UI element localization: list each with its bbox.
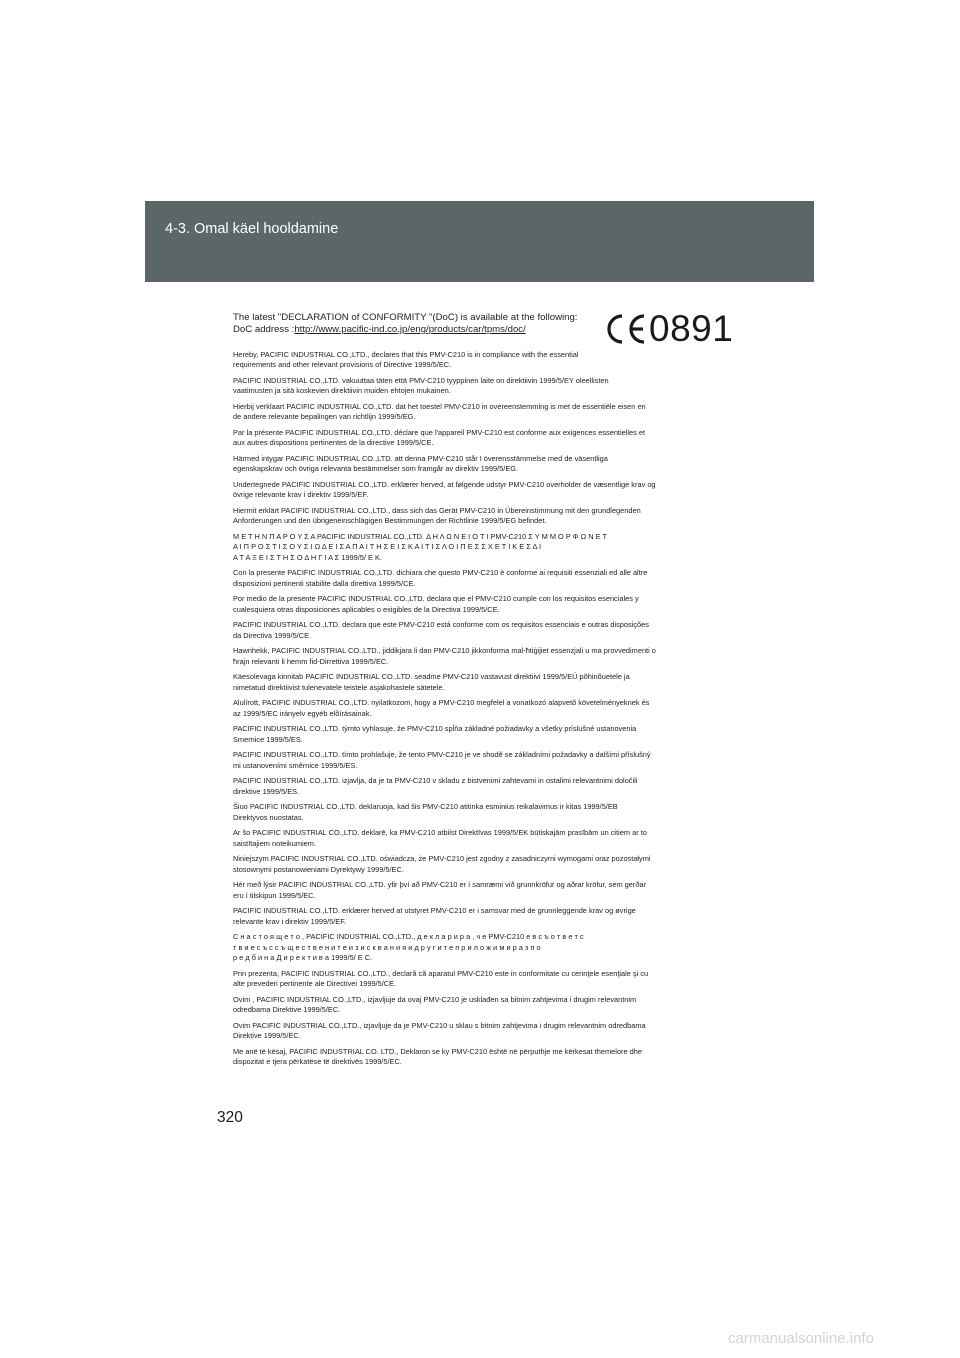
declaration-paragraph: Alulírott, PACIFIC INDUSTRIAL CO.,LTD. nyilatkozom, hogy a PMV-C210 megfelel a vonatkozó alapvetõ követelményeknek és az 1999/5/EC irányelv egyéb elõírásainak. (233, 698, 650, 718)
declaration-paragraph: PACIFIC INDUSTRIAL CO.,LTD. vakuuttaa täten että PMV-C210 tyyppinen laite on direktiivin 1999/5/EY oleellisten vaatimusten ja sitä koskevien direktiivin muiden ehtojen mukainen. (233, 376, 609, 396)
declaration-list (233, 350, 733, 1073)
ce-mark (604, 310, 733, 348)
declaration-paragraph: Hiermit erklärt PACIFIC INDUSTRIAL CO.,LTD., dass sich das Gerät PMV-C210 in Übereinstimmung mit den grundlegenden Anforderungen und den übrigeneinschlägigen Bestimmungen der Richtlinie 1999/5/EG befindet. (233, 506, 641, 526)
declaration-paragraph: С н а с т о я щ е т о , PACIFIC INDUSTRIAL CO.,LTD., д е к л а р и р а , ч е PMV-C210 е в с ъ о т в е т с т в и е с ъ с с ъ щ е с т в е н и т е и з и с к в а н и я и д р у г и т е п р и л о ж и м и р а з п о р е д б и н а Д и р е к т и в а 1999/5/ Е С. (233, 932, 584, 963)
declaration-paragraph: PACIFIC INDUSTRIAL CO.,LTD. declara que este PMV-C210 está conforme com os requisitos essenciais e outras disposições da Directiva 1999/5/CE. (233, 620, 649, 640)
declaration-paragraph: Ovim PACIFIC INDUSTRIAL CO.,LTD., izjavljuje da je PMV-C210 u sklau s bitnim zahtjevima i drugim relevantnim odredbama Direktive 1999/5/EC. (233, 1020, 646, 1041)
section-title: 4-3. Omal käel hooldamine (165, 221, 339, 237)
declaration-paragraph: PACIFIC INDUSTRIAL CO.,LTD. tímto prohlašuje, že tento PMV-C210 je ve shodě se základními požadavky a dalšími příslušný mi ustanoveními směrnice 1999/5/ES. (233, 750, 651, 770)
declaration-paragraph: Undertegnede PACIFIC INDUSTRIAL CO.,LTD. erklærer herved, at følgende udstyr PMV-C210 overholder de væsentlige krav og övrige relevante krav i direktiv 1999/5/EF. (233, 480, 656, 500)
doc-address-link[interactable]: http://www.pacific-ind.co.jp/eng/products/car/tpms/doc/ (294, 324, 526, 335)
page-number: 320 (217, 1109, 243, 1126)
declaration-paragraph: Por medio de la presente PACIFIC INDUSTRIAL CO.,LTD. declara que el PMV-C210 cumple con los requisitos esenciales y cualesquiera otras disposiciones aplicables o exigibles de la Directiva 1999/5/CE. (233, 594, 639, 614)
declaration-paragraph: Par la présente PACIFIC INDUSTRIAL CO.,LTD. déclare que l'appareil PMV-C210 est conforme aux exigences essentielles et aux autres dispositions pertinentes de la directive 1999/5/CE. (233, 428, 646, 448)
declaration-paragraph: Härmed intygar PACIFIC INDUSTRIAL CO.,LTD. att denna PMV-C210 står I överensstämmelse med de väsentliga egenskapskrav och övriga relevanta bestämmelser som framgår av direktiv 1999/5/EG. (233, 454, 608, 474)
doc-address-label: DoC address : (233, 324, 295, 335)
declaration-paragraph: Hereby, PACIFIC INDUSTRIAL CO.,LTD., declares that this PMV-C210 is in compliance with the essential requirements and other relevant provisions of Directive 1999/5/EC. (233, 350, 579, 370)
declaration-paragraph: PACIFIC INDUSTRIAL CO.,LTD. týmto vyhlasuje, že PMV-C210 spĺňa základné požiadavky a všetky príslušné ustanovenia Smernice 1999/5/ES. (233, 724, 637, 744)
declaration-paragraph: Ar šo PACIFIC INDUSTRIAL CO.,LTD. deklarē, ka PMV-C210 atbilst Direktīvas 1999/5/EK būtiskajām prasībām un citiem ar to saistītajiem noteikumiem. (233, 828, 647, 848)
declaration-paragraph: Hér með lýsir PACIFIC INDUSTRIAL CO.,LTD. yfir því að PMV-C210 er í samræmi við grunnkröfur og aðrar kröfur, sem gerðar eru í tilskipun 1999/5/EC. (233, 880, 647, 900)
declaration-paragraph: Prin prezenta, PACIFIC INDUSTRIAL CO.,LTD., declară că aparatul PMV-C210 este in conformitate cu cerinţele esenţiale şi cu alte prevederi pertinente ale Directivei 1999/5/CE. (233, 968, 649, 989)
declaration-paragraph: Hawnhekk, PACIFIC INDUSTRIAL CO.,LTD., jiddikjara li dan PMV-C210 jikkonforma mal-ħtiġijiet essenzjali u ma provvedimenti o ħrajn relevanti li hemm fid-Dirrettiva 1999/5/EC. (233, 646, 656, 666)
declaration-paragraph: PACIFIC INDUSTRIAL CO.,LTD. erklærer herved at utstyret PMV-C210 er i samsvar med de grunnleggende krav og øvrige relevante krav i direktiv 1999/5/EF. (233, 906, 636, 926)
watermark: carmanualsonline.info (728, 1330, 874, 1347)
declaration-paragraph: Niniejszym PACIFIC INDUSTRIAL CO.,LTD. oświadcza, że PMV-C210 jest zgodny z zasadniczymi wymogami oraz pozostałymi stosownymi postanowieniami Dyrektywy 1999/5/EC. (233, 854, 651, 874)
declaration-paragraph: Me anë të kësaj, PACIFIC INDUSTRIAL CO. LTD., Deklaron se ky PMV-C210 është në përputhje me kërkesat themelore dhe dispozitat e tjera përkatëse të direktivës 1999/5/EC. (233, 1046, 642, 1067)
declaration-paragraph: Μ Ε Τ Η Ν Π Α Ρ Ο Υ Σ Α PACIFIC INDUSTRIAL CO.,LTD. Δ Η Λ Ω Ν Ε Ι Ο Τ Ι PMV-C210 Σ Υ Μ Μ Ο Ρ Φ Ω Ν Ε Τ Α Ι Π Ρ Ο Σ Τ Ι Σ Ο Υ Σ Ι Ω Δ Ε Ι Σ Α Π Α Ι Τ Η Σ Ε Ι Σ Κ Α Ι Τ Ι Σ Λ Ο Ι Π Ε Σ Σ Χ Ε Τ Ι Κ Ε Σ Δ Ι Α Τ Α Ξ Ε Ι Σ Τ Η Σ Ο Δ Η Γ Ι Α Σ 1999/5/ Ε Κ. (233, 532, 607, 562)
section-header-band (145, 201, 814, 282)
declaration-paragraph: Con la presente PACIFIC INDUSTRIAL CO.,LTD. dichiara che questo PMV-C210 è conforme ai requisiti essenziali ed alle altre disposizioni pertinenti stabilite dalla direttiva 1999/5/CE. (233, 568, 648, 588)
doc-notice-line: The latest "DECLARATION of CONFORMITY "(DoC) is available at the following: (233, 312, 578, 323)
declaration-paragraph: Käesolevaga kinnitab PACIFIC INDUSTRIAL CO.,LTD. seadme PMV-C210 vastavust direktiivi 1999/5/EÜ põhinõuetele ja nimetatud direktiivist tulenevatele teistele asjakohastele sätetele. (233, 672, 630, 692)
declaration-paragraph: Šiuo PACIFIC INDUSTRIAL CO.,LTD. deklaruoja, kad šis PMV-C210 atitinka esminius reikalavimus ir kitas 1999/5/EB Direktyvos nuostatas. (233, 802, 618, 822)
ce-mark-icon (604, 312, 648, 346)
declaration-paragraph: PACIFIC INDUSTRIAL CO.,LTD. izjavlja, da je ta PMV-C210 v skladu z bistvenimi zahtevami in ostalimi relevantnimi določili direktive 1999/5/ES. (233, 776, 638, 796)
notified-body-number: 0891 (649, 308, 734, 349)
declaration-paragraph: Ovim , PACIFIC INDUSTRIAL CO.,LTD., izjavljuje da ovaj PMV-C210 je usklađen sa bitnim zahtjevima i drugim relevantnim odredbama Direktive 1999/5/EC. (233, 994, 637, 1015)
declaration-paragraph: Hierbij verklaart PACIFIC INDUSTRIAL CO.,LTD. dat het toestel PMV-C210 in overeenstemming is met de essentiële eisen en de andere relevante bepalingen van richtlijn 1999/5/EG. (233, 402, 646, 422)
